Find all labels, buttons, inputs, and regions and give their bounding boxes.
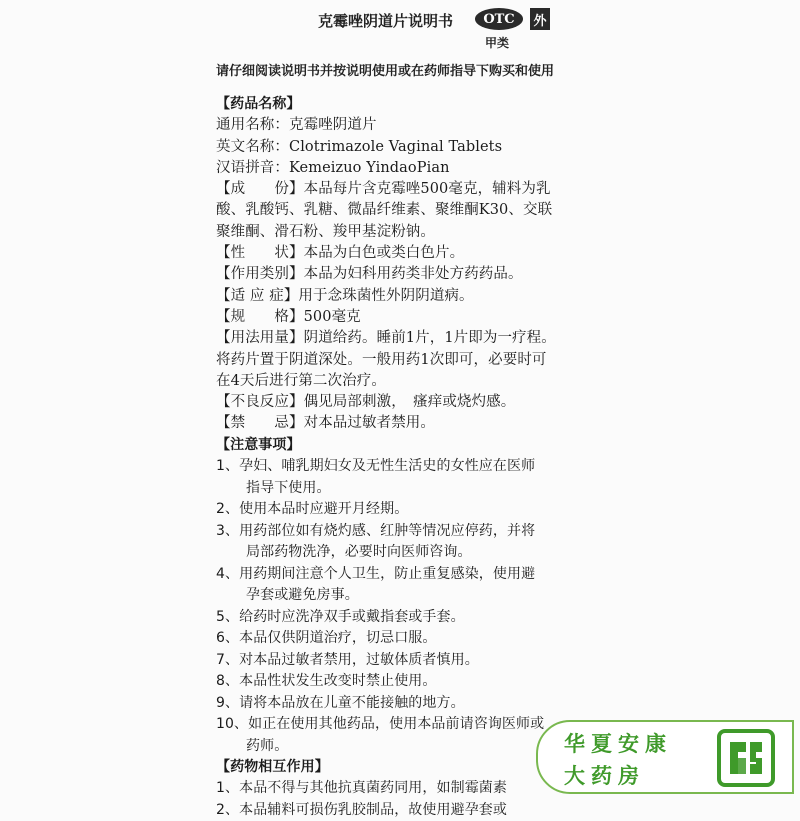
note-line: 孕套或避免房事。 xyxy=(246,587,359,604)
note-item xyxy=(216,650,611,672)
note-item xyxy=(216,607,611,629)
note-line: 3、用药部位如有烧灼感、红肿等情况应停药，并将 xyxy=(216,522,536,539)
note-line: 10、如正在使用其他药品，使用本品前请咨询医师或 xyxy=(216,716,545,733)
section-heading-notes: 【注意事项】 xyxy=(216,436,301,453)
note-item xyxy=(216,671,611,693)
ingredients-line: 酸、乳酸钙、乳糖、微晶纤维素、聚维酮K30、交联 xyxy=(216,202,553,219)
note-line: 4、用药期间注意个人卫生，防止重复感染，使用避 xyxy=(216,565,536,582)
note-line: 药师。 xyxy=(246,737,289,754)
note-line: 8、本品性状发生改变时禁止使用。 xyxy=(216,673,437,690)
interaction-line: 2、本品辅料可损伤乳胶制品，故使用避孕套或 xyxy=(216,801,508,818)
note-item xyxy=(216,564,611,607)
indication: 【适 应 症】用于念珠菌性外阴阴道病。 xyxy=(216,287,474,304)
note-line: 指导下使用。 xyxy=(246,479,331,496)
leaflet-body xyxy=(216,94,611,821)
section-heading-interactions: 【药物相互作用】 xyxy=(216,759,329,776)
header xyxy=(0,8,800,50)
pharmacy-emblem-icon xyxy=(716,728,776,788)
contraindications: 【禁 忌】对本品过敏者禁用。 xyxy=(216,415,435,432)
usage-line: 【用法用量】阴道给药。睡前1片，1片即为一疗程。 xyxy=(216,330,556,347)
note-line: 5、给药时应洗净双手或戴指套或手套。 xyxy=(216,608,465,625)
specification: 【规 格】500毫克 xyxy=(216,308,361,325)
logo-line-2: 大药房 xyxy=(564,764,645,788)
otc-class-label: 甲类 xyxy=(485,36,510,50)
note-item xyxy=(216,521,611,564)
note-line: 7、对本品过敏者禁用，过敏体质者慎用。 xyxy=(216,651,479,668)
ingredients-line: 【成 份】本品每片含克霉唑500毫克，辅料为乳 xyxy=(216,181,551,198)
common-name: 通用名称：克霉唑阴道片 xyxy=(216,117,377,134)
logo-line-1: 华夏安康 xyxy=(564,732,672,756)
note-line: 1、孕妇、哺乳期妇女及无性生活史的女性应在医师 xyxy=(216,458,536,475)
usage-line: 将药片置于阴道深处。一般用药1次即可，必要时可 xyxy=(216,351,547,368)
note-line: 局部药物洗净，必要时向医师咨询。 xyxy=(246,544,472,561)
section-heading-name: 【药品名称】 xyxy=(216,96,301,112)
note-line: 6、本品仅供阴道治疗，切忌口服。 xyxy=(216,630,437,647)
otc-badge: OTC xyxy=(475,8,523,30)
interaction-line: 1、本品不得与其他抗真菌药同用，如制霉菌素 xyxy=(216,780,508,797)
appearance: 【性 状】本品为白色或类白色片。 xyxy=(216,245,465,262)
usage-line: 在4天后进行第二次治疗。 xyxy=(216,372,386,389)
note-item xyxy=(216,628,611,650)
page-title: 克霉唑阴道片说明书 xyxy=(318,12,454,30)
english-name: 英文名称：Clotrimazole Vaginal Tablets xyxy=(216,138,503,155)
note-item xyxy=(216,456,611,499)
note-line: 9、请将本品放在儿童不能接触的地方。 xyxy=(216,694,465,711)
pinyin-name: 汉语拼音：Kemeizuo YindaoPian xyxy=(216,159,450,176)
note-item xyxy=(216,499,611,521)
external-use-badge: 外 xyxy=(530,8,550,30)
category: 【作用类别】本品为妇科用药类非处方药药品。 xyxy=(216,266,523,283)
ingredients-line: 聚维酮、滑石粉、羧甲基淀粉钠。 xyxy=(216,223,435,240)
note-item xyxy=(216,693,611,715)
note-line: 2、使用本品时应避开月经期。 xyxy=(216,501,409,518)
adverse-reactions: 【不良反应】偶见局部刺激， 瘙痒或烧灼感。 xyxy=(216,394,516,411)
pharmacy-logo xyxy=(536,720,794,794)
notes-list xyxy=(216,456,611,757)
usage-warning: 请仔细阅读说明书并按说明使用或在药师指导下购买和使用 xyxy=(216,64,555,79)
